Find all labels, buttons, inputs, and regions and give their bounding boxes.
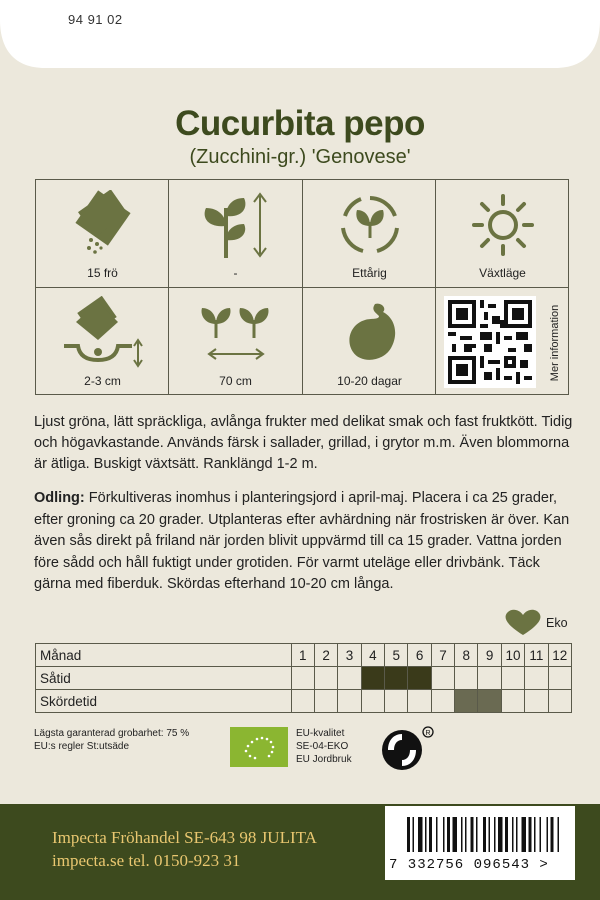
harvest-month-11 [525,690,548,713]
harvest-month-8 [455,690,478,713]
sowing-month-12 [548,667,571,690]
sowing-month-6 [408,667,431,690]
info-cell-life-cycle [303,180,436,288]
info-cell-plant-height [169,180,302,288]
month-cell: 4 [361,644,384,667]
eu-organic-leaf-icon [230,727,288,767]
calendar-row-harvest [36,690,572,713]
harvest-month-3 [338,690,361,713]
company-contact: impecta.se tel. 0150-923 31 [52,851,241,870]
top-tab [0,0,600,72]
info-cell-qr [436,288,569,396]
calendar-header-row [36,644,572,667]
month-cell: 9 [478,644,501,667]
germination-rate-text: Lägsta garanterad grobarhet: 75 % [34,728,190,739]
plant-height-icon [196,190,276,260]
qr-more-info-label: Mer information [549,304,561,382]
sowing-depth-label: 2-3 cm [84,374,121,388]
germination-time-icon [335,298,405,368]
month-cell: 3 [338,644,361,667]
sowing-month-4 [361,667,384,690]
month-cell: 5 [385,644,408,667]
sowing-calendar [35,643,572,713]
annual-cycle-icon [335,190,405,260]
info-cell-plant-spacing [169,288,302,396]
month-cell: 8 [455,644,478,667]
seed-packet-icon [63,190,143,260]
sun-icon [468,190,538,260]
info-grid [35,179,569,395]
germination-note [34,727,189,753]
page-title: Cucurbita pepo [175,104,425,143]
life-cycle-label: Ettårig [352,266,387,280]
month-cell: 6 [408,644,431,667]
eu-rules-text: EU:s regler St:utsäde [34,741,130,752]
svg-text:R: R [425,730,431,737]
plant-spacing-icon [196,298,276,368]
month-cell: 11 [525,644,548,667]
barcode-number: 7 332756 096543 > [385,852,575,880]
cultivation-heading: Odling: [34,490,85,506]
month-cell: 12 [548,644,571,667]
sowing-depth-icon [58,296,148,371]
cultivar-subtitle: (Zucchini-gr.) 'Genovese' [189,146,411,168]
green-dot-recycle-icon [380,724,434,774]
plant-spacing-label: 70 cm [219,374,252,388]
eu-cert-code: SE-04-EKO [296,741,349,752]
cultivation-text: Förkultiveras inomhus i planteringsjord i april-maj. Placera i ca 25 grader, efter groning ca 20 grader. Utplanteras efter avhärdning när frostrisken är över. Kan även sås direkt på friland när jorden blivit uppvärmd till ca 15 grader. Vattna jorden före sådd och håll fuktigt under grotiden. För varmt uteläge eller drivbänk. Täck gärna med fiberduk. Skördas efterhand 10-20 cm långa. [34,490,570,592]
harvest-month-10 [501,690,524,713]
calendar-row-label: Skördetid [36,690,292,713]
harvest-month-6 [408,690,431,713]
variety-description: Ljust gröna, lätt spräckliga, avlånga frukter med delikat smak och fast fruktkött. Tidig och högavkastande. Används färsk i sallader, grillad, i grytor m.m. Även blommorna är ätliga. Buskigt växtsätt. Ranklängd 1-2 m. [34,414,573,472]
calendar-row-label: Såtid [36,667,292,690]
harvest-month-4 [361,690,384,713]
company-address: Impecta Fröhandel SE-643 98 JULITA [52,828,317,847]
info-cell-germination [303,288,436,396]
sowing-month-3 [338,667,361,690]
qr-code-icon[interactable] [444,296,536,388]
plant-height-label: - [233,266,238,280]
info-cell-sowing-depth [36,288,169,396]
sowing-month-10 [501,667,524,690]
month-cell: 7 [431,644,454,667]
harvest-month-7 [431,690,454,713]
cultivation-instructions [34,488,574,596]
sowing-month-1 [291,667,314,690]
sowing-month-9 [478,667,501,690]
eu-quality-text: EU-kvalitet [296,728,345,739]
eko-label: Eko [546,616,568,630]
germination-label: 10-20 dagar [337,374,402,388]
month-cell: 1 [291,644,314,667]
sowing-month-7 [431,667,454,690]
calendar-row-sowing [36,667,572,690]
harvest-month-5 [385,690,408,713]
eko-heart-icon [503,608,583,636]
calendar-month-header: Månad [36,644,292,667]
harvest-month-12 [548,690,571,713]
harvest-month-2 [314,690,337,713]
month-cell: 10 [501,644,524,667]
eu-agriculture-text: EU Jordbruk [296,754,352,765]
month-cell: 2 [314,644,337,667]
info-cell-seed-count [36,180,169,288]
sowing-month-5 [385,667,408,690]
sowing-month-2 [314,667,337,690]
sowing-month-8 [455,667,478,690]
harvest-month-1 [291,690,314,713]
seed-count-label: 15 frö [87,266,118,280]
location-label: Växtläge [479,266,526,280]
harvest-month-9 [478,690,501,713]
sowing-month-11 [525,667,548,690]
info-cell-location [436,180,569,288]
eu-certification [296,727,352,766]
article-number: 94 91 02 [68,12,123,27]
